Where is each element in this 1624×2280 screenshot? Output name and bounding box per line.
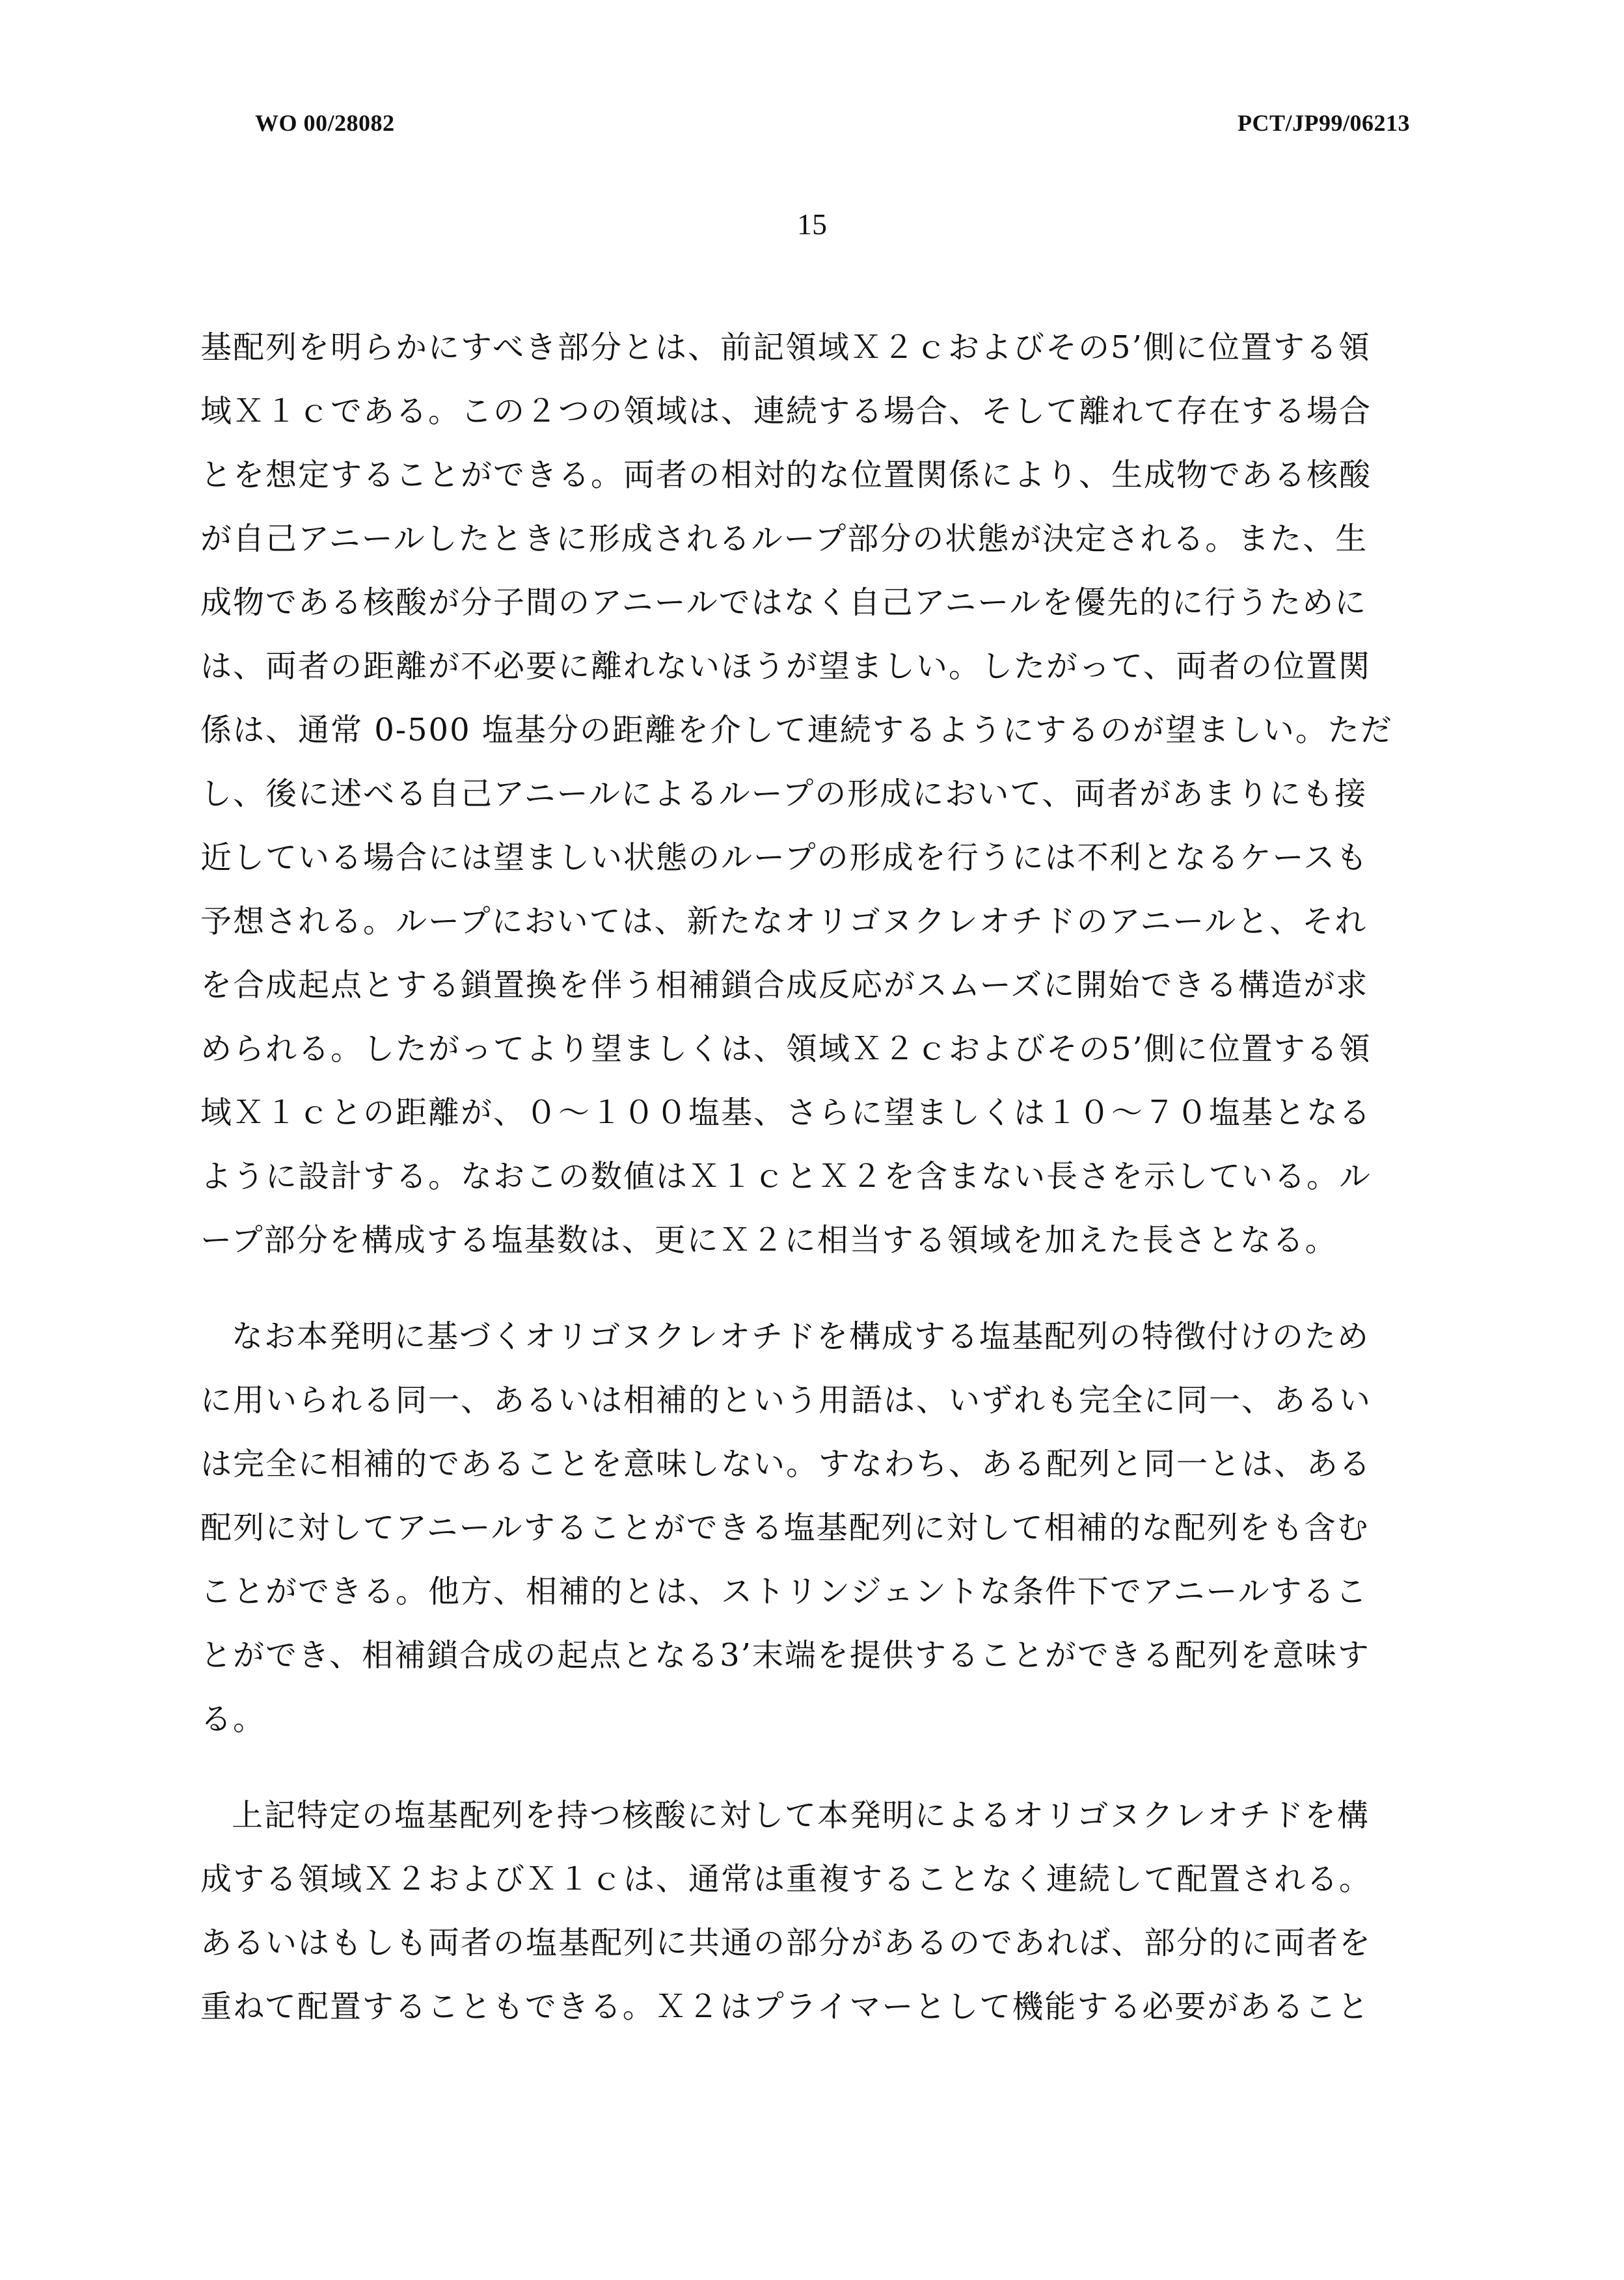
text-line: 域Ｘ１ｃである。この２つの領域は、連続する場合、そして離れて存在する場合: [200, 393, 1372, 429]
text-line: 配列に対してアニールすることができる塩基配列に対して相補的な配列をも含む: [200, 1510, 1370, 1546]
document-id: WO 00/28082: [255, 110, 395, 136]
paragraph-3: [200, 1784, 1399, 2039]
text-line: あるいはもしも両者の塩基配列に共通の部分があるのであれば、部分的に両者を: [200, 1925, 1372, 1961]
application-id: PCT/JP99/06213: [1238, 110, 1410, 136]
text-line: 成する領域Ｘ２およびＸ１ｃは、通常は重複することなく連続して配置される。: [200, 1861, 1372, 1897]
text-line: に用いられる同一、あるいは相補的という用語は、いずれも完全に同一、あるい: [200, 1382, 1372, 1418]
paragraph-1: [200, 316, 1399, 1272]
text-line: 近している場合には望ましい状態のループの形成を行うには不利となるケースも: [200, 839, 1369, 876]
text-line: 域Ｘ１ｃとの距離が、０～１００塩基、さらに望ましくは１０～７０塩基となる: [200, 1094, 1372, 1131]
text-line: なお本発明に基づくオリゴヌクレオチドを構成する塩基配列の特徴付けのため: [232, 1318, 1370, 1355]
text-line: 成物である核酸が分子間のアニールではなく自己アニールを優先的に行うために: [200, 584, 1368, 621]
body-text: [200, 316, 1399, 2039]
text-line: ープ部分を構成する塩基数は、更にＸ２に相当する領域を加えた長さとなる。: [200, 1222, 1338, 1258]
text-line: が自己アニールしたときに形成されるループ部分の状態が決定される。また、生: [200, 521, 1368, 557]
page-number: 15: [797, 208, 827, 241]
text-line: 予想される。ループにおいては、新たなオリゴヌクレオチドのアニールと、それ: [200, 903, 1368, 940]
text-line: とができ、相補鎖合成の起点となる3’末端を提供することができる配列を意味す: [200, 1637, 1370, 1674]
text-line: ことができる。他方、相補的とは、ストリンジェントな条件下でアニールするこ: [200, 1573, 1368, 1610]
paragraph-2: [200, 1305, 1399, 1751]
text-line: は、両者の距離が不必要に離れないほうが望ましい。したがって、両者の位置関: [200, 648, 1372, 685]
text-line: とを想定することができる。両者の相対的な位置関係により、生成物である核酸: [200, 457, 1372, 493]
paragraph-spacer: [200, 1751, 1399, 1784]
text-line: は完全に相補的であることを意味しない。すなわち、ある配列と同一とは、ある: [200, 1446, 1372, 1482]
text-line: 重ねて配置することもできる。Ｘ２はプライマーとして機能する必要があること: [200, 1988, 1370, 2025]
text-line: 係は、通常 0-500 塩基分の距離を介して連続するようにするのが望ましい。ただ: [200, 712, 1393, 748]
text-line: を合成起点とする鎖置換を伴う相補鎖合成反応がスムーズに開始できる構造が求: [200, 967, 1369, 1003]
text-line: る。: [200, 1701, 266, 1737]
text-line: められる。したがってより望ましくは、領域Ｘ２ｃおよびその5’側に位置する領: [200, 1031, 1372, 1067]
text-line: 基配列を明らかにすべき部分とは、前記領域Ｘ２ｃおよびその5’側に位置する領: [200, 329, 1371, 366]
text-line: 上記特定の塩基配列を持つ核酸に対して本発明によるオリゴヌクレオチドを構: [232, 1797, 1370, 1834]
text-line: ように設計する。なおこの数値はＸ１ｃとＸ２を含まない長さを示している。ル: [200, 1158, 1372, 1195]
paragraph-spacer: [200, 1272, 1399, 1305]
text-line: し、後に述べる自己アニールによるループの形成において、両者があまりにも接: [200, 776, 1368, 812]
